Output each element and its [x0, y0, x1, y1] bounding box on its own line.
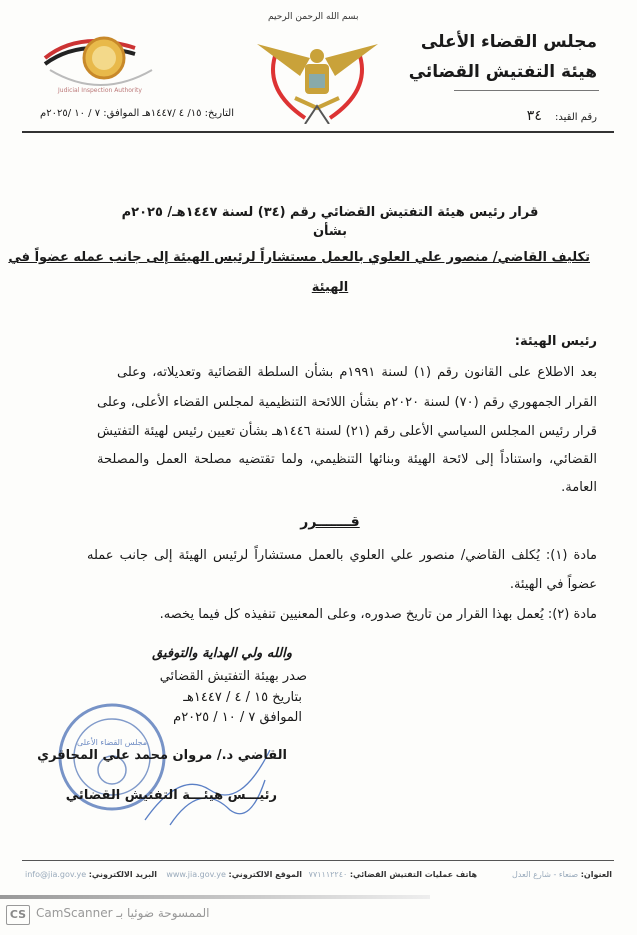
basmala: بسم الله الرحمن الرحيم	[268, 12, 359, 22]
decision-subject: تكليف القاضي/ منصور علي العلوي بالعمل مستشاراً لرئيس الهيئة إلى جانب عمله عضواً في	[8, 250, 590, 265]
header-rule	[22, 131, 614, 133]
decision-subject-cont: الهيئة	[311, 280, 349, 295]
preamble-line: قرار رئيس المجلس السياسي الأعلى رقم (٢١) لسنة ١٤٤٦هـ بشأن تعيين رئيس لهيئة التفتيش	[97, 424, 597, 439]
hijri-date: بتاريخ ١٥ / ٤ / ١٤٤٧هـ	[183, 690, 302, 705]
preamble-line: العامة.	[561, 480, 597, 495]
decision-title: قرار رئيس هيئة التفتيش القضائي رقم (٣٤) لسنة ١٤٤٧هـ/ ٢٠٢٥م	[121, 205, 539, 220]
addressee: رئيس الهيئة:	[514, 334, 597, 349]
footer-address	[512, 870, 612, 879]
authority-logo-icon	[40, 30, 155, 105]
ref-label: رقم القيد:	[555, 112, 597, 123]
regarding-label: بشأن	[312, 224, 348, 239]
email-value: info@jia.gov.ye	[25, 870, 87, 879]
address-value: صنعاء - شارع العدل	[512, 870, 579, 879]
decides-heading: قـــــــرر	[300, 514, 360, 530]
article-1-cont: عضواً في الهيئة.	[509, 577, 597, 592]
reference-number	[527, 108, 597, 124]
camscanner-watermark: الممسوحة ضوئيا بـ CamScanner	[36, 906, 210, 920]
article-2: مادة (٢): يُعمل بهذا القرار من تاريخ صدوره، وعلى المعنيين تنفيذه كل فيما يخصه.	[159, 607, 597, 622]
gregorian-date: الموافق ٧ / ١٠ / ٢٠٢٥م	[173, 710, 302, 725]
address-label: العنوان:	[580, 870, 612, 879]
scan-edge	[0, 895, 430, 899]
logo-text: Judicial Inspection Authority	[58, 87, 142, 94]
footer-email	[25, 870, 157, 879]
preamble-line: بعد الاطلاع على القانون رقم (١) لسنة ١٩٩١م بشأن السلطة القضائية وتعديلاته، وعلى	[117, 365, 597, 380]
email-label: البريد الالكتروني:	[88, 870, 157, 879]
phone-value: ٧٧١١١٢٢٤٠	[308, 870, 348, 879]
footer-rule	[22, 860, 614, 861]
website-value: www.jia.gov.ye	[166, 870, 226, 879]
stamp-text: مجلس القضاء الأعلى	[76, 738, 148, 747]
header-divider	[454, 90, 599, 91]
national-emblem-icon	[255, 36, 380, 124]
signatory-position: رئيـــس هيئـــة التفتيش القضائي	[65, 788, 277, 803]
footer-website	[166, 870, 302, 879]
phone-label: هاتف عمليات التفتيش القضائي:	[349, 870, 477, 879]
camscanner-logo-icon: CS	[6, 905, 30, 925]
date-line	[40, 108, 234, 119]
closing-phrase: والله ولي الهداية والتوفيق	[152, 646, 292, 661]
ref-value: ٣٤	[526, 108, 542, 124]
website-label: الموقع الالكتروني:	[228, 870, 302, 879]
preamble-line: القرار الجمهوري رقم (٧٠) لسنة ٢٠٢٠م بشأن اللائحة التنظيمية لمجلس القضاء الأعلى، وعلى	[97, 395, 597, 410]
council-name: مجلس القضاء الأعلى	[420, 32, 597, 52]
date-value: ١٥/ ٤ /١٤٤٧هـ الموافق: ٧ / ١٠ /٢٠٢٥م	[40, 108, 202, 119]
authority-name: هيئة التفتيش القضائي	[408, 62, 597, 82]
footer-phone	[309, 870, 477, 879]
signatory-name: القاضي د./ مروان محمد علي المحاقري	[37, 748, 287, 763]
date-label: التاريخ:	[204, 108, 234, 119]
preamble-line: القضائي، واستناداً إلى لائحة الهيئة وبنائها التنظيمي، ولما تقتضيه مصلحة العمل والمصلحة	[97, 452, 597, 467]
issued-at: صدر بهيئة التفتيش القضائي	[159, 669, 307, 684]
article-1: مادة (١): يُكلف القاضي/ منصور علي العلوي بالعمل مستشاراً لرئيس الهيئة إلى جانب عمله	[87, 548, 597, 563]
